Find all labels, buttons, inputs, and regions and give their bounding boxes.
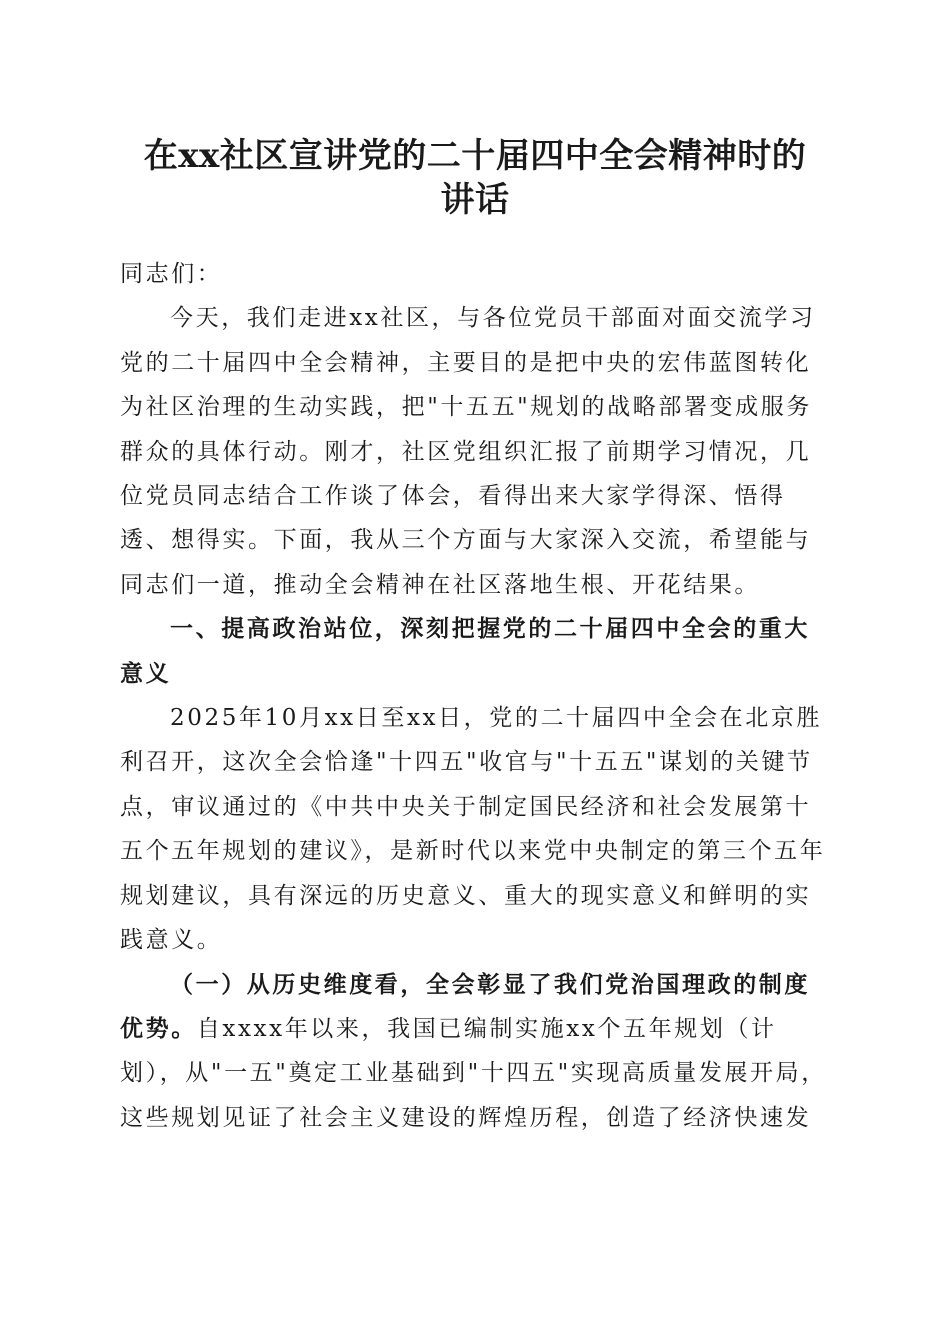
section-1-paragraph: 2025年10月xx日至xx日，党的二十届四中全会在北京胜利召开，这次全会恰逢"十四五"收官与"十五五"谋划的关键节点，审议通过的《中共中央关于制定国民经济和社会发展第十五个五年规划的建议》，是新时代以来党中央制定的第三个五年规划建议，具有深远的历史意义、重大的现实意义和鲜明的实践意义。	[120, 705, 826, 954]
subsection-heading-1: （一）从历史维度看，全会彰显了我们党治国理政的制度优势。	[120, 970, 810, 1042]
salutation: 同志们：	[120, 261, 223, 287]
subsection-body: 自xxxx年以来，我国已编制实施xx个五年规划（计划），从"一五"奠定工业基础到"十四五"实现高质量发展开局，这些规划见证了社会主义建设的辉煌历程，创造了经济快速发	[120, 1015, 827, 1131]
intro-paragraph: 今天，我们走进xx社区，与各位党员干部面对面交流学习党的二十届四中全会精神，主要目的是把中央的宏伟蓝图转化为社区治理的生动实践，把"十五五"规划的战略部署变成服务群众的具体行动。刚才，社区党组织汇报了前期学习情况，几位党员同志结合工作谈了体会，看得出来大家学得深、悟得透、想得实。下面，我从三个方面与大家深入交流，希望能与同志们一道，推动全会精神在社区落地生根、开花结果。	[120, 305, 816, 598]
document-title	[110, 134, 840, 222]
section-heading-1: 一、提高政治站位，深刻把握党的二十届四中全会的重大意义	[120, 616, 810, 687]
subsection-paragraph	[120, 963, 830, 1141]
title-line-2: 讲话	[440, 180, 510, 220]
title-line-1: 在xx社区宣讲党的二十届四中全会精神时的	[143, 136, 807, 176]
document-body	[120, 252, 830, 1140]
